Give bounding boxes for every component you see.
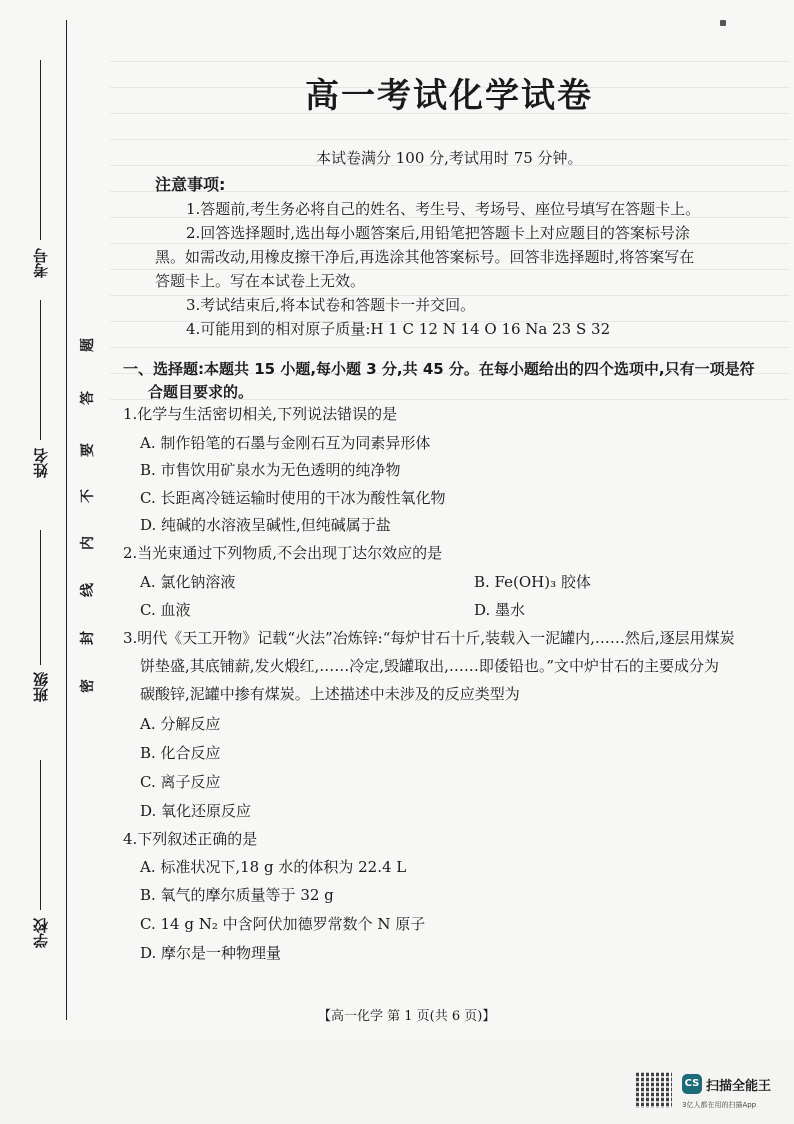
option: C. 离子反应 — [140, 773, 221, 791]
option: D. 纯碱的水溶液呈碱性,但纯碱属于盐 — [140, 516, 391, 534]
binding-line — [66, 20, 67, 1020]
exam-title: 高一考试化学试卷 — [305, 76, 593, 116]
question-stem-cont: 碳酸锌,泥罐中掺有煤炭。上述描述中未涉及的反应类型为 — [140, 685, 520, 703]
class-label: 班级 — [32, 672, 50, 702]
question-stem: 3.明代《天工开物》记载“火法”冶炼锌:“每炉甘石十斤,装载入一泥罐内,……然后,逐层用煤炭 — [123, 629, 735, 647]
corner-mark — [720, 20, 726, 26]
exam-info: 本试卷满分 100 分,考试用时 75 分钟。 — [316, 149, 583, 167]
page-footer: 【高一化学 第 1 页(共 6 页)】 — [318, 1009, 496, 1024]
seal-char: 内 — [80, 536, 96, 550]
option: A. 分解反应 — [140, 715, 221, 733]
question-stem: 1.化学与生活密切相关,下列说法错误的是 — [123, 405, 398, 423]
notice-line: 1.答题前,考生务必将自己的姓名、考生号、考场号、座位号填写在答题卡上。 — [186, 200, 701, 218]
seal-char: 题 — [80, 338, 96, 352]
option: D. 墨水 — [474, 601, 526, 619]
seal-char: 要 — [80, 443, 96, 457]
notice-line: 4.可能用到的相对原子质量:H 1 C 12 N 14 O 16 Na 23 S 32 — [186, 320, 611, 338]
option: A. 制作铅笔的石墨与金刚石互为同素异形体 — [140, 434, 431, 452]
scanner-tagline: 3亿人都在用的扫描App — [682, 1101, 757, 1109]
notice-line: 答题卡上。写在本试卷上无效。 — [155, 272, 366, 290]
seal-char: 线 — [80, 583, 96, 597]
option: D. 摩尔是一种物理量 — [140, 944, 282, 962]
option: C. 血液 — [140, 601, 191, 619]
section-heading: 一、选择题:本题共 15 小题,每小题 3 分,共 45 分。在每小题给出的四个选项中,只有一项是符 — [123, 360, 755, 378]
scanner-app-name: 扫描全能王 — [706, 1079, 772, 1094]
question-stem: 4.下列叙述正确的是 — [123, 830, 258, 848]
question-stem-cont: 饼垫盛,其底铺薪,发火煅红,……冷定,毁罐取出,……即倭铅也。”文中炉甘石的主要成分为 — [140, 657, 720, 675]
notice-line: 黑。如需改动,用橡皮擦干净后,再选涂其他答案标号。回答非选择题时,将答案写在 — [155, 248, 695, 266]
scanner-bar — [0, 1040, 794, 1124]
option: A. 氯化钠溶液 — [140, 573, 236, 591]
notice-line: 3.考试结束后,将本试卷和答题卡一并交回。 — [186, 296, 476, 314]
question-stem: 2.当光束通过下列物质,不会出现丁达尔效应的是 — [123, 544, 443, 562]
school-underline — [40, 760, 41, 910]
notice-line: 2.回答选择题时,选出每小题答案后,用铅笔把答题卡上对应题目的答案标号涂 — [186, 224, 690, 242]
name-underline — [40, 300, 41, 440]
option: C. 14 g N₂ 中含阿伏加德罗常数个 N 原子 — [140, 915, 426, 933]
scanner-logo-icon: CS — [682, 1074, 702, 1094]
option: B. 氧气的摩尔质量等于 32 g — [140, 886, 334, 904]
option: A. 标准状况下,18 g 水的体积为 22.4 L — [140, 858, 407, 876]
qr-code-pattern — [636, 1072, 672, 1108]
notice-heading: 注意事项: — [155, 175, 226, 194]
exam-no-underline — [40, 60, 41, 240]
class-underline — [40, 530, 41, 665]
option: C. 长距离冷链运输时使用的干冰为酸性氧化物 — [140, 489, 446, 507]
option: B. Fe(OH)₃ 胶体 — [474, 573, 591, 591]
seal-char: 答 — [80, 391, 96, 405]
seal-char: 封 — [80, 631, 96, 645]
seal-char: 密 — [80, 679, 96, 693]
name-label: 姓名 — [32, 448, 50, 478]
option: B. 化合反应 — [140, 744, 221, 762]
exam-no-label: 考号 — [32, 248, 50, 278]
option: B. 市售饮用矿泉水为无色透明的纯净物 — [140, 461, 401, 479]
option: D. 氧化还原反应 — [140, 802, 252, 820]
seal-char: 不 — [80, 489, 96, 503]
section-heading-cont: 合题目要求的。 — [148, 383, 254, 401]
school-label: 学校 — [32, 918, 50, 948]
